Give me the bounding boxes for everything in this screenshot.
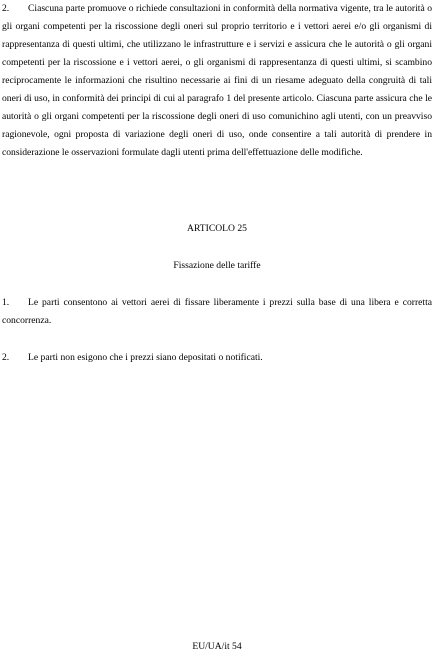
paragraph-number: 1. xyxy=(2,297,10,308)
article-subtitle: Fissazione delle tariffe xyxy=(173,260,261,271)
paragraph-number: 2. xyxy=(2,3,10,14)
article-title: ARTICOLO 25 xyxy=(187,223,247,234)
article-paragraph-2 xyxy=(2,349,432,367)
page-footer-reference: EU/UA/it 54 xyxy=(192,641,242,652)
article-paragraph-1 xyxy=(2,294,432,330)
paragraph-text: Le parti consentono ai vettori aerei di fissare liberamente i prezzi sulla base di una libera e corretta concorrenza. xyxy=(2,297,432,326)
paragraph-2-consultations xyxy=(2,0,432,162)
paragraph-text: Le parti non esigono che i prezzi siano depositati o notificati. xyxy=(28,352,263,363)
paragraph-text: Ciascuna parte promuove o richiede consultazioni in conformità della normativa vigente, tra le autorità o gli organi competenti per la riscossione degli oneri sul proprio territorio e i vettori aerei e/o gli organismi di rappresentanza di questi ultimi, che utilizzano le infrastrutture e i servizi e assicura che le autorità o gli organi competenti per la riscossione e i vettori aerei, o gli organismi di rappresentanza di questi ultimi, si scambino reciprocamente le informazioni che risultino necessarie ai fini di un riesame adeguato della congruità di tali oneri di uso, in conformità dei principi di cui al paragrafo 1 del presente articolo. Ciascuna parte assicura che le autorità o gli organi competenti per la riscossione degli oneri di uso comunichino agli utenti, con un preavviso ragionevole, ogni proposta di variazione degli oneri di uso, onde consentire a tali autorità di prendere in considerazione le osservazioni formulate dagli utenti prima dell'effettuazione delle modifiche. xyxy=(2,3,432,158)
paragraph-number: 2. xyxy=(2,352,10,363)
